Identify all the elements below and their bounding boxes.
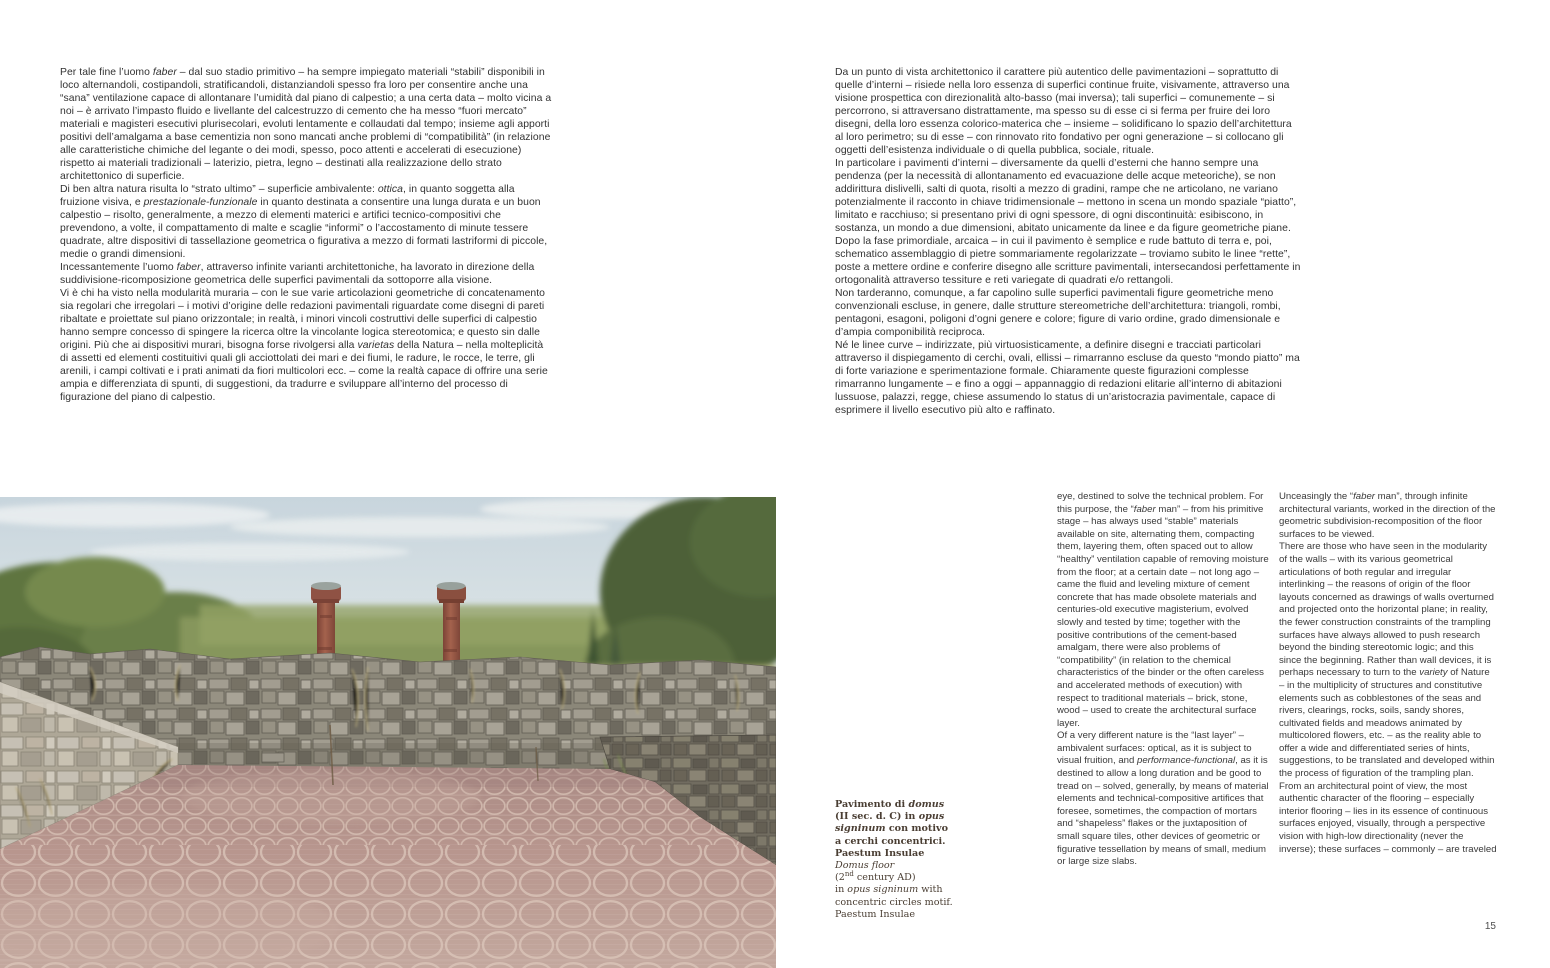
paragraph: Di ben altra natura risulta lo “strato ultimo” – superficie ambivalente: ottica, in quanto soggetta alla fruizione visiva, e prestazionale-funzionale in quanto destinata a consentire una lunga durata e un buon calpestio – risolto, generalmente, a mezzo di elementi materici e artifici tecnico-compositivi che prevendono, a volte, il compattamento di malte e scaglie “informi” o l’accostamento di minute tessere quadrate, altre dispositivi di tassellazione geometrica o figurativa a mezzo di formati lastriformi di piccole, medie o grandi dimensioni. [60, 184, 548, 260]
english-text-column-2 [1279, 491, 1497, 856]
paragraph: Né le linee curve – indirizzate, più virtuosisticamente, a definire disegni e tracciati particolari attraverso il dispiegamento di cerchi, ovali, ellissi – rimarranno escluse da questo “mondo piatto” ma di forte variazione e sperimentazione formale. Chiaramente queste figurazioni complesse rimarranno lungamente – e fino a oggi – appannaggio di redazioni elitarie all’interno di abitazioni lussuose, palazzi, regge, chiese assumendo lo status di un’aristocrazia pavimentale, capace di esprimere il livello esecutivo più alto e raffinato. [835, 340, 1300, 416]
italian-text-column-right [835, 66, 1301, 417]
photo-caption [835, 799, 985, 921]
paragraph: Per tale fine l’uomo faber – dal suo stadio primitivo – ha sempre impiegato materiali “stabili” disponibili in loco alternandoli, costipandoli, stratificandoli, distanziandoli spesso fra loro per consentire anche una “sana” ventilazione capace di allontanare l’umidità dal piano di calpestio; a una certa data – molto vicina a noi – è arrivato l’impasto fluido e livellante del calcestruzzo di cemento che ha messo “fuori mercato” materiali e magisteri esecutivi plurisecolari, evoluti lentamente e collaudati dal tempo; insieme agli apporti positivi dell’amalgama a base cementizia non sono mancati anche problemi di “compatibilità” (in relazione alle caratteristiche chimiche del legante o dei modi, spesso, poco attenti e accelerati di esecuzione) rispetto ai materiali tradizionali – laterizio, pietra, legno – destinati alla realizzazione dello strato architettonico di superficie. [60, 67, 552, 182]
caption-line: (2nd century AD) [835, 870, 916, 884]
photo-paestum-ruins [0, 497, 776, 968]
paragraph: eye, destined to solve the technical problem. For this purpose, the “faber man” – from his primitive stage – has always used “stable” materials available on site, alternating them, compacting them, layering them, often spaced out to allow “healthy” ventilation capable of removing moisture from the floor; at a certain date – not long ago – came the fluid and leveling mixture of cement concrete that has made obsolete materials and centuries-old executive magisterium, evolved slowly and tested by time; together with the positive contributions of the cement-based amalgam, there were also problems of “compatibility” (in relation to the chemical characteristics of the binder or the often careless and accelerated methods of execution) with respect to traditional materials – brick, stone, wood – used to create the architectural surface layer. [1057, 491, 1269, 729]
caption-line: Pavimento di domus [835, 799, 945, 810]
caption-line: Paestum Insulae [835, 847, 925, 859]
paragraph: From an architectural point of view, the most authentic character of the flooring – especially interior flooring – lies in its essence of continuous surfaces enjoyed, visually, through a perspective vision with high-low directionality (never the inverse); these surfaces – commonly – are traveled [1279, 780, 1497, 855]
italian-text-column-left [60, 66, 554, 404]
photo-illustration [0, 497, 776, 968]
english-text-column-1 [1057, 491, 1271, 869]
paragraph: There are those who have seen in the modularity of the walls – with its various geometrical articulations of both regular and irregular interlinking – the reasons of origin of the floor layouts concerned as drawings of walls overturned and projected onto the horizontal plane; in reality, the fewer construction constraints of the trampling surfaces have always allowed to push research beyond the binding stereotomic logic; and this since the beginning. Rather than wall devices, it is perhaps necessary to turn to the variety of Nature – in the multiplicity of structures and constitutive elements such as cobblestones of the seas and rivers, clearings, rocks, soils, sandy shores, cultivated fields and meadows animated by multicolored flowers, etc. – as the reality able to offer a wide and differentiated series of hints, suggestions, to be translated and developed within the process of figuration of the trampling plan. [1279, 541, 1495, 780]
caption-english [835, 860, 985, 921]
paragraph: Of a very different nature is the “last layer” – ambivalent surfaces: optical, as it is subject to visual fruition, and performance-functional, as it is destined to allow a long duration and be good to tread on – solved, generally, by means of material elements and technical-compositive artifices that foresee, sometimes, the compaction of mortars and “shapeless” flakes or the juxtaposition of small square tiles, other devices of geometric or figurative tessellation by means of small, medium or large size slabs. [1057, 730, 1269, 868]
caption-italian [835, 799, 985, 860]
page-number: 15 [1484, 921, 1496, 932]
caption-line: Domus floor [835, 860, 895, 872]
paragraph: Incessantemente l’uomo faber, attraverso infinite varianti architettoniche, ha lavorato in direzione della suddivisione-ricomposizione geometrica delle superfici pavimentali da sottoporre alla visione. [60, 262, 535, 286]
caption-line: signinum con motivo [835, 823, 948, 835]
caption-line: Paestum Insulae [835, 908, 916, 920]
paragraph: Dopo la fase primordiale, arcaica – in cui il pavimento è semplice e rude battuto di terra e, poi, schematico assemblaggio di pietre sommariamente regolarizzate – troviamo subito le linee “rette”, poste a mettere ordine e conferire disegno alle scritture pavimentali, intersecandosi perfettamente in ortogonalità attraverso tessiture e reti variegate di quadrati e/o rettangoli. [835, 236, 1301, 286]
paragraph: Da un punto di vista architettonico il carattere più autentico delle pavimentazioni – soprattutto di quelle d’interni – risiede nella loro essenza di superfici continue fruite, visivamente, attraverso una visione prospettica con direzionalità alto-basso (mai inversa); tali superfici – comunemente – si percorrono, si attraversano distrattamente, ma spesso su di esse ci si ferma per fruire dei loro disegni, della loro essenza colorico-materica che – insieme – solidificano lo spazio dell’architettura al loro perimetro; su di esse – con rinnovato rito fondativo per ogni generazione – si collocano gli oggetti dell’esistenza individuale o di quella pubblica, sociale, rituale. [835, 67, 1292, 156]
paragraph: Non tarderanno, comunque, a far capolino sulle superfici pavimentali figure geometriche meno convenzionali escluse, in genere, dalle strutture stereometriche dell’architettura: triangoli, rombi, pentagoni, esagoni, poligoni d’ogni genere e colore; figure di vario ordine, grado dimensionale e d’ampia componibilità reciproca. [835, 288, 1281, 338]
paragraph: Unceasingly the “faber man”, through infinite architectural variants, worked in the direction of the geometric subdivision-recomposition of the floor surfaces to be viewed. [1279, 491, 1496, 540]
paragraph: Vi è chi ha visto nella modularità muraria – con le sue varie articolazioni geometriche di concatenamento sia regolari che irregolari – i motivi d’origine delle redazioni pavimentali riguardate come disegni di pareti ribaltate e proiettate sul piano orizzontale; in realtà, i minori vincoli costruttivi delle superfici di calpestio hanno sempre concesso di spingere la ricerca oltre la vincolante logica stereotomica; e questo sin dalle origini. Più che ai dispositivi murari, bisogna forse rivolgersi alla varietas della Natura – nella molteplicità di assetti ed elementi costituitivi quali gli acciottolati dei mari e dei fiumi, le radure, le rocce, le terre, gli arenili, i campi coltivati e i prati animati da fiori multicolori ecc. – come la realtà capace di offrire una serie ampia e differenziata di spunti, di suggestioni, da tradurre e sviluppare all’interno del processo di figurazione del piano di calpestio. [60, 288, 548, 403]
caption-line: concentric circles motif. [835, 896, 953, 908]
caption-line: a cerchi concentrici. [835, 835, 946, 847]
paragraph: In particolare i pavimenti d’interni – diversamente da quelli d’esterni che hanno sempre una pendenza (per la necessità di allontanamento ed evacuazione delle acque meteoriche), se non addirittura dislivelli, salti di quota, risolti a mezzo di gradini, rampe che ne articolano, ne variano potenzialmente il racconto in chiave tridimensionale – mettono in scena un mondo spaziale “piatto”, limitato e racchiuso; si presentano privi di ogni spessore, di ogni discontinuità: esibiscono, in sostanza, un mondo a due dimensioni, abitato unicamente da linee e da figure geometriche piane. [835, 158, 1297, 234]
caption-line: (II sec. d. C) in opus [835, 811, 945, 823]
caption-line: in opus signinum with [835, 884, 943, 896]
